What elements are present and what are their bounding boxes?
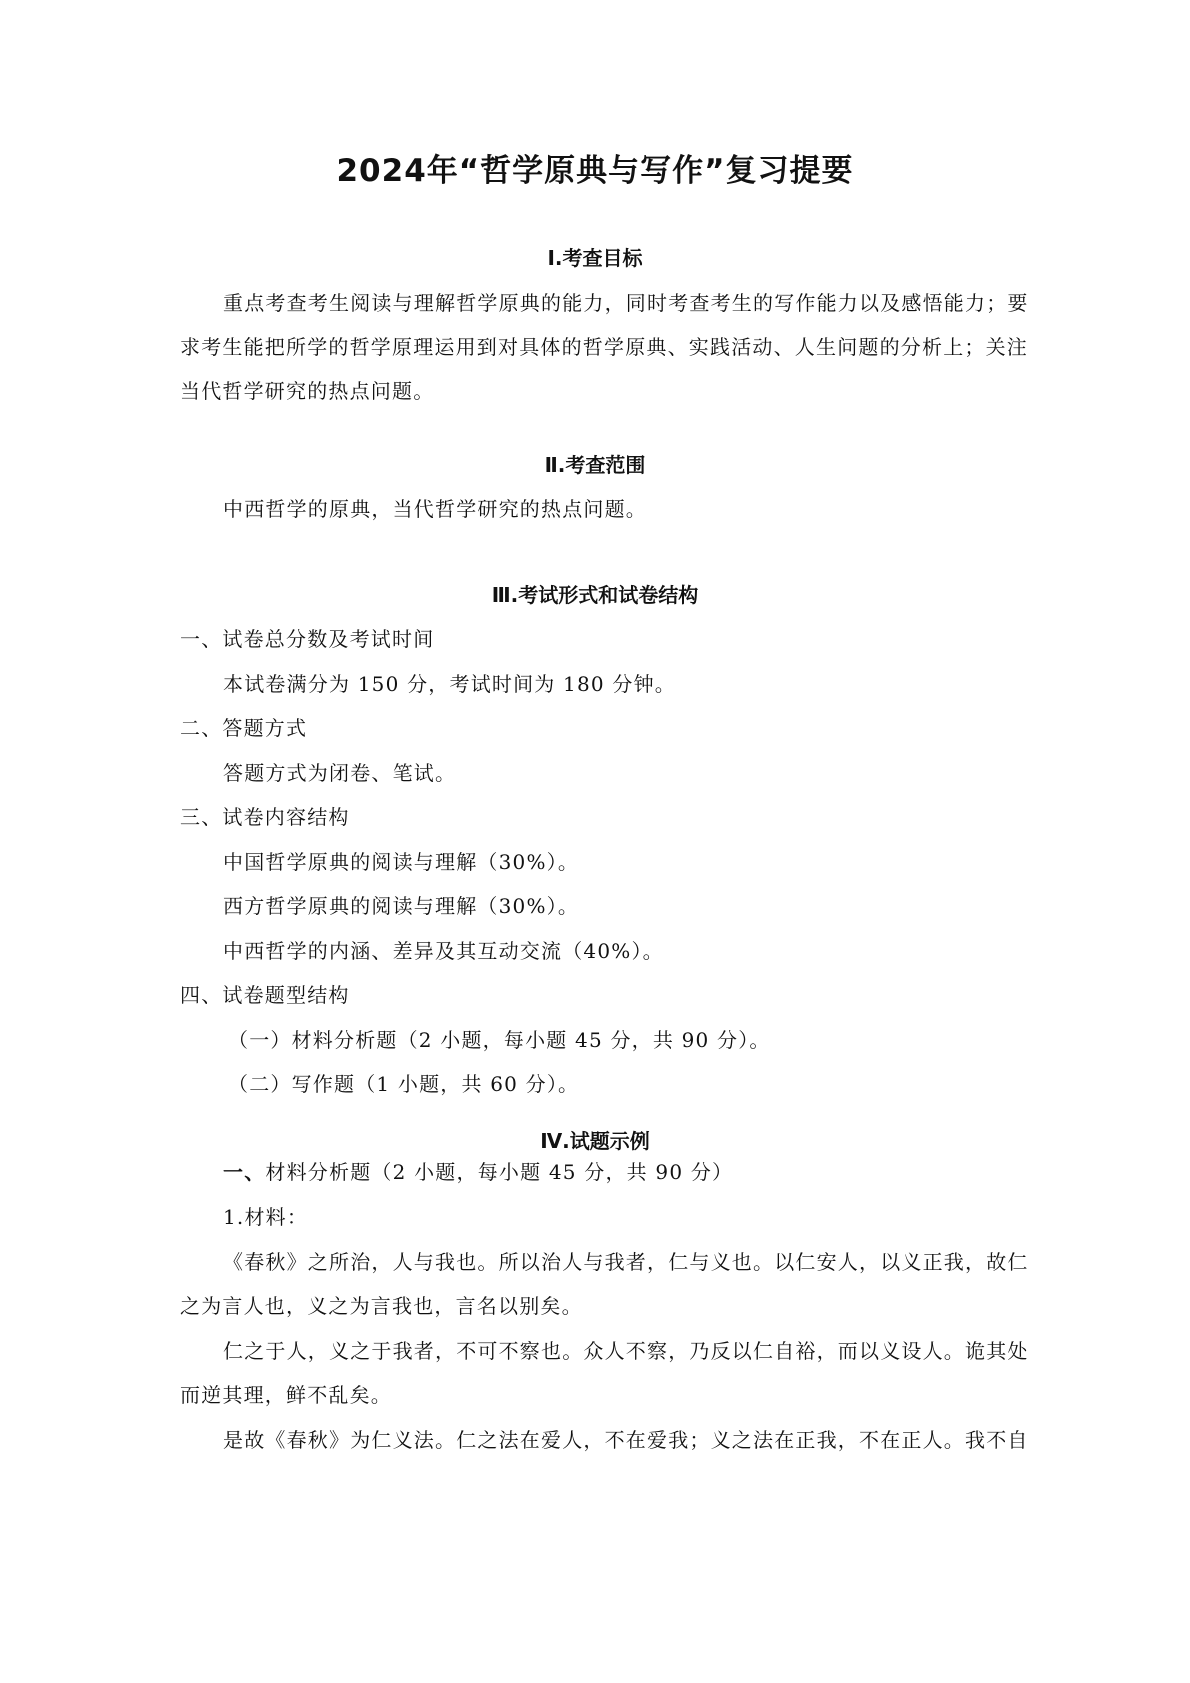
goal-line-3: 当代哲学研究的热点问题。 bbox=[180, 379, 435, 403]
format-item-heading-1: 一、试卷总分数及考试时间 bbox=[180, 627, 435, 651]
material-line-5: 是故《春秋》为仁义法。仁之法在爱人，不在爱我；义之法在正我，不在正人。我不自 bbox=[223, 1428, 1029, 1452]
material-line-2: 之为言人也，义之为言我也，言名以别矣。 bbox=[180, 1294, 583, 1318]
section-heading-goal: Ⅰ.考查目标 bbox=[547, 246, 643, 270]
format-item-heading-3: 三、试卷内容结构 bbox=[180, 805, 350, 829]
format-item-detail-3c: 中西哲学的内涵、差异及其互动交流（40%）。 bbox=[223, 939, 664, 963]
section-heading-sample: Ⅳ.试题示例 bbox=[540, 1129, 650, 1153]
sample-part-heading bbox=[223, 1158, 733, 1186]
document-title: 2024年“哲学原典与写作”复习提要 bbox=[336, 153, 854, 189]
goal-line-2: 求考生能把所学的哲学原理运用到对具体的哲学原典、实践活动、人生问题的分析上；关注 bbox=[180, 335, 1028, 359]
material-line-3: 仁之于人，义之于我者，不可不察也。众人不察，乃反以仁自裕，而以义设人。诡其处 bbox=[223, 1339, 1029, 1363]
format-item-detail-4b: （二）写作题（1 小题，共 60 分）。 bbox=[228, 1072, 580, 1096]
format-item-detail-4a: （一）材料分析题（2 小题，每小题 45 分，共 90 分）。 bbox=[228, 1028, 771, 1052]
sample-part-title: 材料分析题（2 小题，每小题 45 分，共 90 分） bbox=[265, 1160, 734, 1184]
format-item-heading-2: 二、答题方式 bbox=[180, 716, 308, 740]
goal-line-1: 重点考查考生阅读与理解哲学原典的能力，同时考查考生的写作能力以及感悟能力；要 bbox=[223, 291, 1029, 315]
format-item-detail-2: 答题方式为闭卷、笔试。 bbox=[223, 761, 457, 785]
format-item-detail-3b: 西方哲学原典的阅读与理解（30%）。 bbox=[223, 894, 580, 918]
format-item-detail-1: 本试卷满分为 150 分，考试时间为 180 分钟。 bbox=[223, 672, 676, 696]
sample-part-number: 一、 bbox=[223, 1160, 266, 1184]
material-label: 1.材料： bbox=[223, 1205, 309, 1229]
format-item-heading-4: 四、试卷题型结构 bbox=[180, 983, 350, 1007]
section-heading-format: Ⅲ.考试形式和试卷结构 bbox=[491, 583, 699, 607]
format-item-detail-3a: 中国哲学原典的阅读与理解（30%）。 bbox=[223, 850, 580, 874]
material-line-1: 《春秋》之所治，人与我也。所以治人与我者，仁与义也。以仁安人，以义正我，故仁 bbox=[223, 1250, 1029, 1274]
scope-line-1: 中西哲学的原典，当代哲学研究的热点问题。 bbox=[223, 497, 647, 521]
section-heading-scope: Ⅱ.考查范围 bbox=[544, 453, 646, 477]
material-line-4: 而逆其理，鲜不乱矣。 bbox=[180, 1383, 392, 1407]
